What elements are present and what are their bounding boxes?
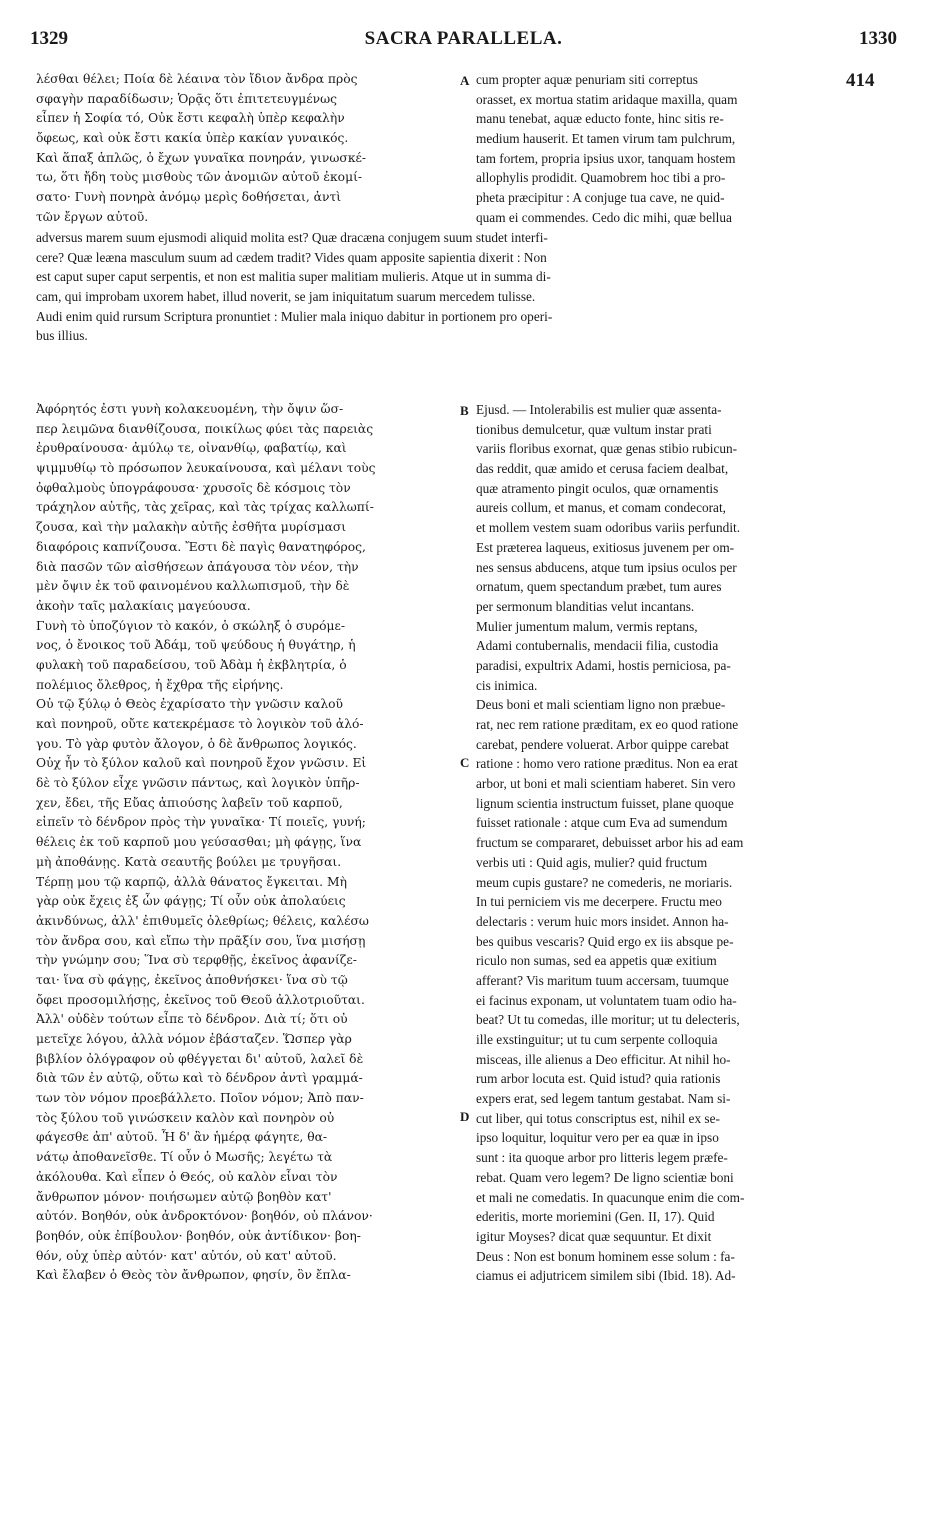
latin-text-line: bes quibus vescaris? Quid ergo ex iis absque pe- — [476, 933, 734, 949]
greek-text-line: θόν, οὐχ ὑπὲρ αὐτόν· κατ' αὐτόν, οὐ κατ' αὐτοῦ. — [36, 1248, 337, 1263]
greek-text-line: τὸν ἄνδρα σου, καὶ εἴπω τὴν πρᾶξίν σου, ἵνα μισήσῃ — [36, 933, 366, 948]
greek-text-line: θέλεις ἐκ τοῦ καρποῦ μου γεύσασθαι; μὴ φάγῃς, ἵνα — [36, 835, 362, 850]
greek-text-line: Καὶ ἅπαξ ἁπλῶς, ὁ ἔχων γυναῖκα πονηράν, γινωσκέ- — [36, 150, 367, 165]
latin-text-line: rum arbor locuta est. Quid istud? quia rationis — [476, 1071, 721, 1087]
latin-text-line: Adami contubernalis, mendacii filia, custodia — [476, 638, 719, 654]
greek-text-line: διαφόροις καπνίζουσα. Ἔστι δὲ παγὶς θανατηφόρος, — [36, 539, 366, 554]
page-number-right: 1330 — [859, 28, 897, 49]
greek-text-line: χεν, ἔδει, τῆς Εὔας ἀπιούσης λαβεῖν τοῦ καρποῦ, — [36, 795, 343, 810]
latin-text-line: beat? Ut tu comedas, ille moritur; ut tu delecteris, — [476, 1012, 740, 1028]
latin-text-line: riculo non sumas, sed ea appetis quæ exitium — [476, 953, 717, 969]
latin-text-line: cut liber, qui totus conscriptus est, nihil ex se- — [476, 1110, 720, 1126]
latin-text-line: ciamus ei adjutricem similem sibi (Ibid. 18). Ad- — [476, 1268, 736, 1284]
latin-text-line: ornatum, quem spectandum præbet, tum aures — [476, 579, 722, 595]
latin-text-line: ei facinus exponam, ut voluntatem tuam odio ha- — [476, 992, 737, 1008]
greek-text-line: τῶν ἔργων αὐτοῦ. — [36, 209, 149, 224]
latin-text-line: fructum se compararet, debuisset arbor his ad eam — [476, 835, 744, 851]
greek-text-line: εἰπεῖν τὸ δένδρον πρὸς τὴν γυναῖκα· Τί ποιεῖς, γυνή; — [36, 815, 366, 830]
latin-text-line: Mulier jumentum malum, vermis reptans, — [476, 618, 698, 634]
greek-text-line: λέσθαι θέλει; Ποία δὲ λέαινα τὸν ἴδιον ἄνδρα πρὸς — [36, 72, 358, 86]
greek-text-line: εἶπεν ἡ Σοφία τό, Οὐκ ἔστι κεφαλὴ ὑπὲρ κεφαλὴν — [36, 111, 345, 126]
section2-latin-column — [476, 400, 894, 1286]
latin-text-line: verbis uti : Quid agis, mulier? quid fructum — [476, 854, 708, 870]
greek-text-line: τράχηλον αὐτῆς, τὰς χεῖρας, καὶ τὰς τρίχας καλλωπί- — [36, 500, 374, 515]
latin-text-line: Audi enim quid rursum Scriptura pronuntiet : Mulier mala iniquo dabitur in portionem pro operi- — [36, 308, 553, 324]
greek-text-line: νος, ὁ ἔνοικος τοῦ Ἀδάμ, τοῦ ψεύδους ἡ θυγάτηρ, ἡ — [36, 638, 356, 653]
greek-text-line: ἀκόλουθα. Καὶ εἶπεν ὁ Θεός, οὐ καλὸν εἶναι τὸν — [36, 1169, 338, 1184]
greek-text-line: ἀκοὴν ταῖς μαλακίαις μαγεύουσα. — [36, 598, 251, 613]
greek-text-line: σατο· Γυνὴ πονηρὰ ἀνόμῳ μερὶς δοθήσεται, ἀντὶ — [36, 190, 342, 205]
greek-text-line: διὰ τῶν ἐν αὐτῷ, οὕτω καὶ τὸ δένδρον ἀντὶ γραμμά- — [36, 1071, 363, 1086]
latin-text-line: allophylis prodidit. Quamobrem hoc tibi a pro- — [476, 170, 726, 186]
latin-text-line: aureis collum, et manus, et comam condecorat, — [476, 500, 726, 516]
latin-text-line: Ejusd. — Intolerabilis est mulier quæ assenta- — [476, 402, 722, 417]
greek-text-line: σφαγὴν παραδίδωσιν; Ὁρᾷς ὅτι ἐπιτετευγμένως — [36, 91, 337, 106]
latin-text-line: misceas, ille alienus a Deo efficitur. At nihil ho- — [476, 1051, 731, 1067]
greek-text-line: νάτῳ ἀποθανεῖσθε. Τί οὖν ὁ Μωσῆς; λεγέτω τὰ — [36, 1150, 333, 1165]
latin-text-line: orasset, ex mortua statim aridaque maxilla, quam — [476, 91, 738, 107]
greek-text-line: γου. Τὸ γὰρ φυτὸν ἄλογον, ὁ δὲ ἄνθρωπος λογικός. — [36, 736, 357, 751]
latin-text-line: ipso loquitur, loquitur vero per ea quæ in ipso — [476, 1130, 719, 1146]
margin-marker-d: D — [460, 1109, 470, 1124]
latin-text-line: paradisi, expultrix Adami, hostis perniciosa, pa- — [476, 657, 731, 673]
latin-text-line: arbor, ut boni et mali scientiam haberet. Sin vero — [476, 776, 736, 792]
greek-text-line: φάγεσθε ἀπ' αὐτοῦ. Ἧ δ' ἂν ἡμέρᾳ φάγητε, θα- — [36, 1130, 328, 1145]
latin-text-line: quæ atramento pingit oculos, quæ ornamentis — [476, 480, 719, 496]
greek-text-line: Οὐ τῷ ξύλῳ ὁ Θεὸς ἐχαρίσατο τὴν γνῶσιν καλοῦ — [36, 697, 344, 712]
margin-marker-c: C — [460, 755, 470, 770]
latin-text-line: bus illius. — [36, 328, 88, 344]
greek-text-line: ὀφθαλμοὺς ὑπογράφουσα· χρυσοῖς δὲ κόσμοις τὸν — [36, 480, 351, 495]
greek-text-line: ἄνθρωπον μόνον· ποιήσωμεν αὐτῷ βοηθὸν κατ' — [36, 1189, 332, 1204]
greek-text-line: ται· ἵνα σὺ φάγῃς, ἐκεῖνος ἀποθνήσκει· ἵνα σὺ τῷ — [36, 972, 348, 987]
page-number-left: 1329 — [30, 28, 68, 49]
greek-text-line: μὴ ἀποθάνῃς. Κατὰ σεαυτῆς βούλει με τρυγῆσαι. — [36, 854, 342, 869]
latin-text-line: variis floribus exornat, quæ genas stibio rubicun- — [476, 441, 738, 457]
greek-text-line: βοηθόν, οὐκ ἐπίβουλον· βοηθόν, οὐκ ἀντίδικον· βοη- — [36, 1228, 361, 1243]
latin-text-line: Deus : Non est bonum hominem esse solum : fa- — [476, 1248, 735, 1264]
greek-text-line: ψιμμυθίῳ τὸ πρόσωπον λευκαίνουσα, καὶ μέλανι τοὺς — [36, 461, 376, 476]
latin-text-line: manu tenebat, aquæ educto fonte, hinc sitis re- — [476, 111, 724, 127]
latin-text-line: pheta præcipitur : A conjuge tua cave, ne quid- — [476, 190, 725, 206]
margin-marker-a: A — [460, 73, 470, 88]
greek-text-line: πολέμιος ὄλεθρος, ἡ ἔχθρα τῆς εἰρήνης. — [36, 677, 284, 692]
latin-text-line: tionibus demulcetur, quæ vultum instar prati — [476, 421, 712, 437]
running-title: SACRA PARALLELA. — [364, 28, 563, 49]
greek-text-line: μετεῖχε λόγου, ἀλλὰ νόμον ἐβάσταζεν. Ὥσπερ γὰρ — [36, 1032, 352, 1046]
latin-text-line: cere? Quæ leæna masculum suum ad cædem tradit? Vides quam apposite sapientia dixerit : Non — [36, 249, 547, 265]
latin-text-line: per sermonum blanditias velut incantans. — [476, 598, 695, 614]
latin-text-line: lignum scientia instructum fuisset, plane quoque — [476, 795, 734, 811]
page-header — [30, 28, 897, 58]
greek-text-line: αὐτόν. Βοηθόν, οὐκ ἀνδροκτόνον· βοηθόν, οὐ πλάνον· — [36, 1209, 373, 1224]
latin-text-line: et mali ne comedatis. In quacunque enim die com- — [476, 1189, 745, 1205]
latin-text-line: medium hauserit. Et tamen virum tam pulchrum, — [476, 131, 736, 147]
latin-text-line: adversus marem suum ejusmodi aliquid molita est? Quæ dracæna conjugem suum studet interfi- — [36, 230, 548, 245]
greek-text-line: Οὐχ ἦν τὸ ξύλον καλοῦ καὶ πονηροῦ ἔχον γνῶσιν. Εἰ — [36, 756, 367, 771]
latin-text-line: igitur Moyses? dicat quæ sequuntur. Et dixit — [476, 1228, 712, 1244]
greek-text-line: βιβλίον ὀλόγραφον οὐ φθέγγεται δι' αὐτοῦ, λαλεῖ δὲ — [36, 1051, 364, 1066]
greek-text-line: Τέρπῃ μου τῷ καρπῷ, ἀλλὰ θάνατος ἔγκειται. Μὴ — [36, 874, 347, 889]
greek-text-line: τω, ὅτι ἤδη τοὺς μισθοὺς τῶν ἀνομιῶν αὐτοῦ ἐκομί- — [36, 170, 363, 185]
latin-text-line: ederitis, morte moriemini (Gen. II, 17). Quid — [476, 1209, 715, 1225]
latin-text-line: Est præterea laqueus, exitiosus juvenem per om- — [476, 539, 735, 555]
greek-text-line: φυλακὴ τοῦ παραδείσου, τοῦ Ἀδὰμ ἡ ἐκβλητρία, ὁ — [36, 657, 347, 672]
greek-text-line: δὲ τὸ ξύλον εἶχε γνῶσιν πάντως, καὶ λογικὸν ὑπῆρ- — [36, 776, 360, 791]
latin-text-line: meum cupis gustare? ne comederis, ne moriaris. — [476, 874, 733, 890]
column-number: 414 — [846, 70, 875, 91]
latin-text-line: cam, qui improbam uxorem habet, illud noverit, se jam iniquitatum suarum mercedem tulisse. — [36, 289, 536, 305]
section2-greek-column — [36, 400, 454, 1286]
greek-text-line: ζουσα, καὶ τὴν μαλακὴν αὐτῆς ἐσθῆτα μυρίσμασι — [36, 520, 347, 535]
greek-text-line: περ λειμῶνα διανθίζουσα, ποικίλως φύει τὰς παρειὰς — [36, 421, 374, 436]
fullwidth-text — [36, 228, 894, 346]
greek-text-line: Καὶ ἔλαβεν ὁ Θεὸς τὸν ἄνθρωπον, φησίν, ὃν ἔπλα- — [36, 1268, 351, 1283]
latin-text-line: quam ei commendes. Cedo dic mihi, quæ bellua — [476, 209, 732, 225]
latin-text-line: ille exstinguitur; ut tu cum serpente colloquia — [476, 1032, 718, 1047]
latin-text-line: afferant? Vis maritum tuum accersam, tuumque — [476, 972, 729, 988]
greek-text-line: τὸς ξύλου τοῦ γινώσκειν καλὸν καὶ πονηρὸν οὐ — [36, 1110, 335, 1125]
greek-text-line: τὴν γνώμην σου; Ἵνα σὺ τερφθῇς, ἐκεῖνος ἀφανίζε- — [36, 953, 357, 968]
latin-text-line: Deus boni et mali scientiam ligno non præbue- — [476, 697, 726, 713]
latin-text-line: sunt : ita quoque arbor pro litteris legem præfe- — [476, 1150, 728, 1166]
greek-text-line: ἀκινδύνως, ἀλλ' ἐπιθυμεῖς ὀλεθρίως; θέλεις, καλέσω — [36, 913, 369, 928]
section1-latin-column — [476, 70, 836, 228]
latin-text-line: rat, nec rem ratione præditam, ex eo quod ratione — [476, 717, 739, 732]
latin-text-line: rebat. Quam vero legem? De ligno scientiæ boni — [476, 1169, 734, 1185]
latin-text-line: fuisset rationale : atque cum Eva ad sumendum — [476, 815, 728, 831]
greek-text-line: γὰρ οὐκ ἔχεις ἐξ ὧν φάγῃς; Τί οὖν οὐκ ἀπολαύεις — [36, 894, 346, 909]
latin-text-line: In tui perniciem vis me decerpere. Fructu meo — [476, 894, 722, 910]
section1-greek-column — [36, 70, 454, 228]
latin-text-line: et mollem vestem suam odoribus variis perfundit. — [476, 520, 741, 536]
greek-text-line: Γυνὴ τὸ ὑποζύγιον τὸ κακόν, ὁ σκώληξ ὁ συρόμε- — [36, 618, 346, 633]
latin-text-line: carebat, pendere voluerat. Arbor quippe carebat — [476, 736, 729, 752]
latin-text-line: est caput super caput serpentis, et non est malitia super malitiam mulieris. Atque ut in summa di- — [36, 269, 551, 285]
margin-marker-b: B — [460, 403, 469, 418]
latin-text-line: das reddit, quæ amido et cerusa faciem dealbat, — [476, 461, 729, 477]
greek-text-line: ὄφεως, καὶ οὐκ ἔστι κακία ὑπὲρ κακίαν γυναικός. — [36, 131, 349, 146]
greek-text-line: των τὸν νόμον προεβάλλετο. Ποῖον νόμον; Ἀπὸ παν- — [36, 1091, 364, 1106]
latin-text-line: cis inimica. — [476, 677, 538, 693]
latin-text-line: expers erat, sed legem tantum gestabat. Nam si- — [476, 1091, 731, 1107]
greek-text-line: ἐρυθραίνουσα· ἀμύλῳ τε, οἰνανθίῳ, φαβατίῳ, καὶ — [36, 441, 347, 456]
latin-text-line: ratione : homo vero ratione præditus. Non ea erat — [476, 756, 738, 772]
latin-text-line: tam fortem, propria ipsius uxor, tanquam hostem — [476, 150, 736, 166]
greek-text-line: Ἀλλ' οὐδὲν τούτων εἶπε τὸ δένδρον. Διὰ τί; ὅτι οὐ — [36, 1012, 348, 1027]
latin-text-line: delectaris : verum huic mors insidet. Annon ha- — [476, 913, 729, 929]
greek-text-line: διὰ πασῶν τῶν αἰσθήσεων ἀπάγουσα τὸν νέον, τὴν — [36, 559, 359, 574]
latin-text-line: nes sensus abducens, atque tum ipsius oculos per — [476, 559, 737, 575]
greek-text-line: καὶ πονηροῦ, οὔτε κατεκρέμασε τὸ λογικὸν τοῦ ἀλό- — [36, 717, 364, 731]
greek-text-line: Ἀφόρητός ἐστι γυνὴ κολακευομένη, τὴν ὄψιν ὥσ- — [36, 402, 344, 416]
latin-text-line: cum propter aquæ penuriam siti correptus — [476, 72, 698, 87]
greek-text-line: ὄφει προσομιλήσῃς, ἐκεῖνος τοῦ Θεοῦ ἀλλοτριοῦται. — [36, 992, 365, 1007]
greek-text-line: μὲν ὄψιν ἐκ τοῦ φαινομένου καλλωπισμοῦ, τὴν δὲ — [36, 579, 350, 594]
